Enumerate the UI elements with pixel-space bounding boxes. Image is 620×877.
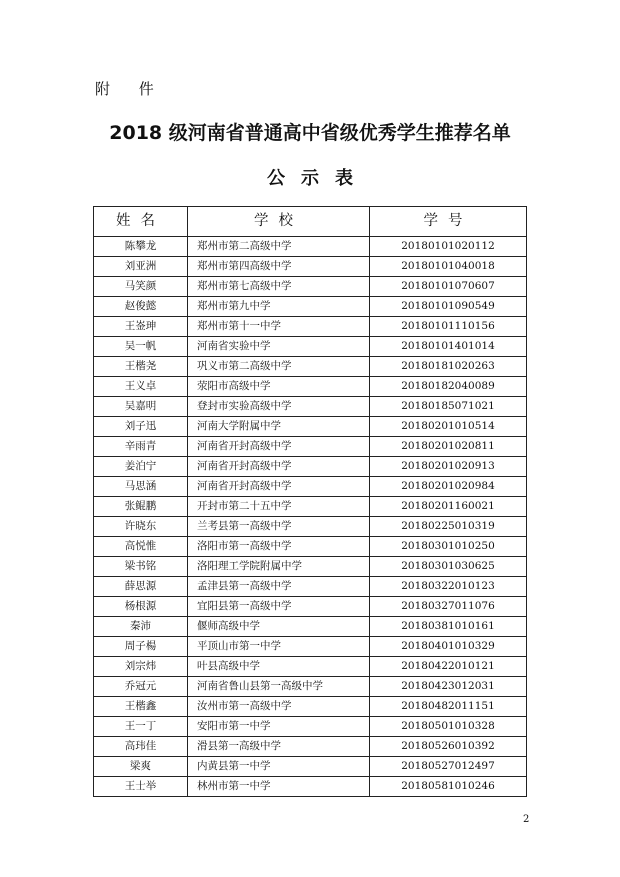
student-name-cell: 陈攀龙 — [94, 237, 188, 257]
student-id-cell: 20180101401014 — [370, 337, 527, 357]
table-row — [94, 757, 527, 777]
student-name-cell: 刘子迅 — [94, 417, 188, 437]
school-name-cell: 汝州市第一高级中学 — [188, 697, 370, 717]
student-id-cell: 20180301010250 — [370, 537, 527, 557]
student-id-cell: 20180101110156 — [370, 317, 527, 337]
school-name-cell: 河南省开封高级中学 — [188, 437, 370, 457]
table-row — [94, 637, 527, 657]
student-id-cell: 20180381010161 — [370, 617, 527, 637]
student-name-cell: 王崟珅 — [94, 317, 188, 337]
student-name-cell: 梁爽 — [94, 757, 188, 777]
table-row — [94, 517, 527, 537]
school-name-cell: 荥阳市高级中学 — [188, 377, 370, 397]
page-number: 2 — [523, 814, 530, 825]
table-row — [94, 337, 527, 357]
student-name-cell: 刘宗炜 — [94, 657, 188, 677]
student-id-cell: 20180327011076 — [370, 597, 527, 617]
student-id-cell: 20180201160021 — [370, 497, 527, 517]
student-name-cell: 杨根源 — [94, 597, 188, 617]
school-name-cell: 郑州市第七高级中学 — [188, 277, 370, 297]
student-id-cell: 20180101020112 — [370, 237, 527, 257]
attachment-label: 附 件 — [95, 80, 166, 98]
table-row — [94, 297, 527, 317]
student-name-cell: 王士举 — [94, 777, 188, 797]
student-name-cell: 许晓东 — [94, 517, 188, 537]
student-name-cell: 王义卓 — [94, 377, 188, 397]
student-name-cell: 王一丁 — [94, 717, 188, 737]
table-row — [94, 717, 527, 737]
student-id-cell: 20180501010328 — [370, 717, 527, 737]
student-id-cell: 20180201020984 — [370, 477, 527, 497]
table-body — [94, 237, 527, 797]
school-name-cell: 郑州市第四高级中学 — [188, 257, 370, 277]
header-school: 学校 — [188, 207, 370, 237]
student-id-cell: 20180201010514 — [370, 417, 527, 437]
table-row — [94, 537, 527, 557]
table-row — [94, 697, 527, 717]
table-row — [94, 677, 527, 697]
school-name-cell: 巩义市第二高级中学 — [188, 357, 370, 377]
table-row — [94, 237, 527, 257]
table-row — [94, 657, 527, 677]
table-row — [94, 577, 527, 597]
table-row — [94, 417, 527, 437]
student-id-cell: 20180101090549 — [370, 297, 527, 317]
school-name-cell: 登封市实验高级中学 — [188, 397, 370, 417]
school-name-cell: 河南省鲁山县第一高级中学 — [188, 677, 370, 697]
student-name-cell: 高玮佳 — [94, 737, 188, 757]
school-name-cell: 开封市第二十五中学 — [188, 497, 370, 517]
student-name-cell: 高悦惟 — [94, 537, 188, 557]
student-id-cell: 20180526010392 — [370, 737, 527, 757]
student-name-cell: 刘亚洲 — [94, 257, 188, 277]
student-id-cell: 20180185071021 — [370, 397, 527, 417]
student-id-cell: 20180422010121 — [370, 657, 527, 677]
student-id-cell: 20180423012031 — [370, 677, 527, 697]
student-name-cell: 秦沛 — [94, 617, 188, 637]
student-name-cell: 吴一帆 — [94, 337, 188, 357]
school-name-cell: 洛阳理工学院附属中学 — [188, 557, 370, 577]
school-name-cell: 洛阳市第一高级中学 — [188, 537, 370, 557]
student-name-cell: 王楷鑫 — [94, 697, 188, 717]
table-header-row — [94, 207, 527, 237]
student-table — [93, 206, 527, 797]
student-id-cell: 20180182040089 — [370, 377, 527, 397]
school-name-cell: 叶县高级中学 — [188, 657, 370, 677]
table-row — [94, 777, 527, 797]
student-id-cell: 20180201020913 — [370, 457, 527, 477]
school-name-cell: 平顶山市第一中学 — [188, 637, 370, 657]
school-name-cell: 郑州市第十一中学 — [188, 317, 370, 337]
table-row — [94, 377, 527, 397]
school-name-cell: 河南省开封高级中学 — [188, 477, 370, 497]
table-row — [94, 277, 527, 297]
school-name-cell: 偃师高级中学 — [188, 617, 370, 637]
student-name-cell: 张鲲鹏 — [94, 497, 188, 517]
school-name-cell: 林州市第一中学 — [188, 777, 370, 797]
student-name-cell: 吴嘉明 — [94, 397, 188, 417]
student-id-cell: 20180581010246 — [370, 777, 527, 797]
student-name-cell: 辛雨青 — [94, 437, 188, 457]
student-id-cell: 20180527012497 — [370, 757, 527, 777]
student-name-cell: 马笑颜 — [94, 277, 188, 297]
document-title: 2018 级河南省普通高中省级优秀学生推荐名单 — [109, 122, 511, 144]
table-row — [94, 257, 527, 277]
table-row — [94, 497, 527, 517]
table-row — [94, 317, 527, 337]
table-row — [94, 397, 527, 417]
school-name-cell: 郑州市第九中学 — [188, 297, 370, 317]
school-name-cell: 宜阳县第一高级中学 — [188, 597, 370, 617]
table-row — [94, 477, 527, 497]
school-name-cell: 孟津县第一高级中学 — [188, 577, 370, 597]
table-row — [94, 737, 527, 757]
table-row — [94, 617, 527, 637]
school-name-cell: 河南省实验中学 — [188, 337, 370, 357]
student-id-cell: 20180181020263 — [370, 357, 527, 377]
table-row — [94, 557, 527, 577]
student-name-cell: 周子楊 — [94, 637, 188, 657]
student-id-cell: 20180225010319 — [370, 517, 527, 537]
student-id-cell: 20180101040018 — [370, 257, 527, 277]
student-name-cell: 王楷尧 — [94, 357, 188, 377]
student-name-cell: 薛思源 — [94, 577, 188, 597]
table-row — [94, 357, 527, 377]
student-name-cell: 赵俊懿 — [94, 297, 188, 317]
student-id-cell: 20180301030625 — [370, 557, 527, 577]
table-row — [94, 597, 527, 617]
student-name-cell: 梁书铭 — [94, 557, 188, 577]
school-name-cell: 河南省开封高级中学 — [188, 457, 370, 477]
student-id-cell: 20180482011151 — [370, 697, 527, 717]
school-name-cell: 内黄县第一中学 — [188, 757, 370, 777]
header-name: 姓名 — [94, 207, 188, 237]
school-name-cell: 郑州市第二高级中学 — [188, 237, 370, 257]
student-name-cell: 姜泊宁 — [94, 457, 188, 477]
student-id-cell: 20180101070607 — [370, 277, 527, 297]
school-name-cell: 兰考县第一高级中学 — [188, 517, 370, 537]
student-name-cell: 乔冠元 — [94, 677, 188, 697]
student-id-cell: 20180322010123 — [370, 577, 527, 597]
document-subtitle: 公示表 — [267, 168, 369, 189]
table-row — [94, 457, 527, 477]
school-name-cell: 安阳市第一中学 — [188, 717, 370, 737]
table-row — [94, 437, 527, 457]
school-name-cell: 滑县第一高级中学 — [188, 737, 370, 757]
student-id-cell: 20180201020811 — [370, 437, 527, 457]
student-id-cell: 20180401010329 — [370, 637, 527, 657]
school-name-cell: 河南大学附属中学 — [188, 417, 370, 437]
student-name-cell: 马思涵 — [94, 477, 188, 497]
header-student-id: 学号 — [370, 207, 527, 237]
